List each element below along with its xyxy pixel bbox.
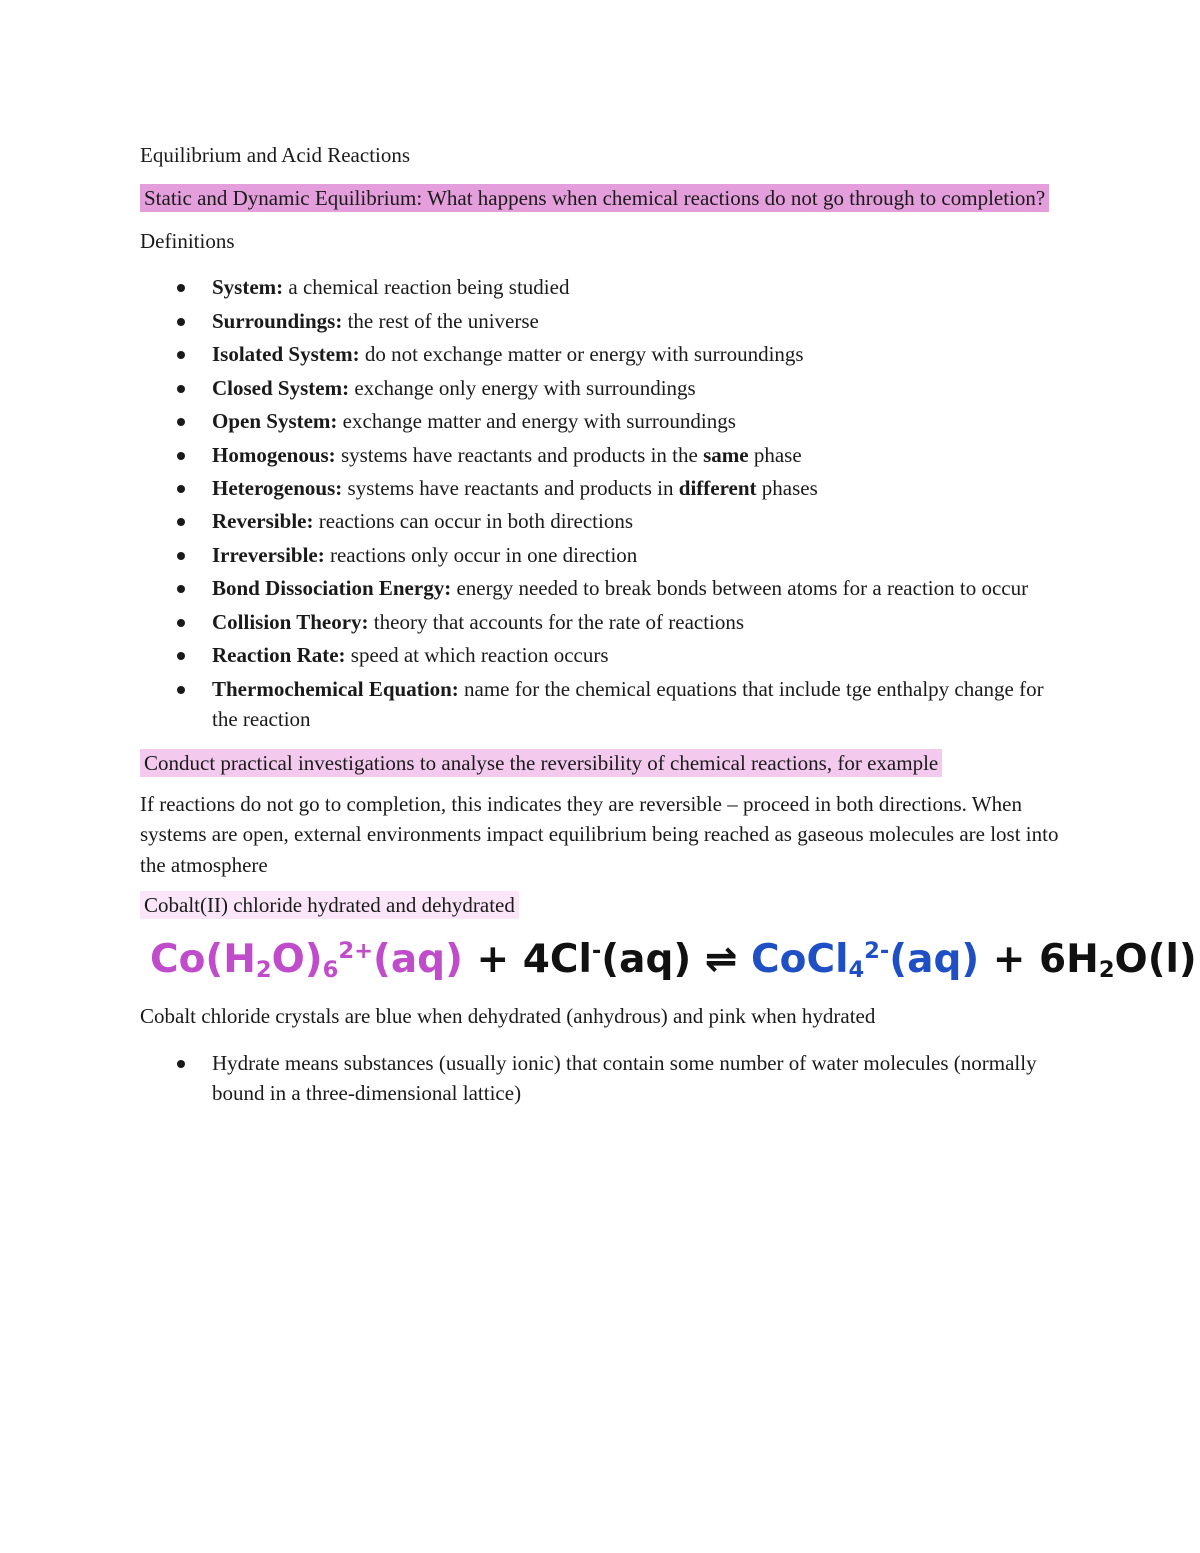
definition-text: phase bbox=[748, 442, 802, 467]
definition-text: reactions only occur in one direction bbox=[324, 542, 638, 567]
section-heading-static-dynamic bbox=[140, 183, 1062, 213]
definition-term: System: bbox=[212, 275, 284, 300]
definition-text: do not exchange matter or energy with surroundings bbox=[359, 342, 804, 367]
equation-text: 4Cl bbox=[522, 936, 592, 982]
definition-text: the rest of the universe bbox=[342, 308, 539, 333]
definition-term: Collision Theory: bbox=[212, 609, 369, 634]
definition-term: Reversible: bbox=[212, 509, 314, 534]
definition-text: reactions can occur in both directions bbox=[313, 509, 634, 534]
definition-term: Heterogenous: bbox=[212, 475, 343, 500]
equation-reactant-hexaaquacobalt bbox=[150, 937, 463, 982]
equation-product-water bbox=[1039, 937, 1197, 982]
definition-item-closed-system bbox=[212, 373, 1062, 403]
definition-item-heterogenous bbox=[212, 473, 1062, 503]
definition-text: a chemical reaction being studied bbox=[283, 275, 570, 300]
equation-product-tetrachlorocobaltate bbox=[751, 937, 979, 982]
definition-term: Irreversible: bbox=[212, 542, 325, 567]
definitions-list bbox=[140, 272, 1062, 734]
definition-term: Surroundings: bbox=[212, 308, 343, 333]
definition-term: Reaction Rate: bbox=[212, 643, 346, 668]
definition-text: exchange only energy with surroundings bbox=[349, 375, 696, 400]
definition-item-system bbox=[212, 272, 1062, 302]
document-page bbox=[140, 140, 1197, 1123]
equation-superscript: 2+ bbox=[338, 937, 374, 964]
definition-text: systems have reactants and products in bbox=[342, 475, 679, 500]
definition-term: Isolated System: bbox=[212, 342, 360, 367]
equation-subscript: 4 bbox=[848, 956, 865, 983]
equation-text: Co(H bbox=[150, 936, 256, 982]
equation-plus-sign: + bbox=[462, 936, 523, 982]
section-heading-static-dynamic-text: Static and Dynamic Equilibrium: What happens when chemical reactions do not go through to completion? bbox=[140, 184, 1049, 212]
hydrate-list bbox=[140, 1048, 1062, 1109]
definition-text: systems have reactants and products in the bbox=[335, 442, 704, 467]
equation-text: O(l) bbox=[1114, 936, 1197, 982]
equation-subscript: 2 bbox=[1098, 956, 1115, 983]
definition-emphasis: different bbox=[678, 475, 757, 500]
definition-text: phases bbox=[756, 475, 818, 500]
section-heading-cobalt-text: Cobalt(II) chloride hydrated and dehydrated bbox=[140, 891, 519, 919]
section-heading-practical bbox=[140, 748, 1062, 778]
equation-state: (aq) bbox=[601, 936, 692, 982]
equation-superscript: 2- bbox=[864, 937, 890, 964]
practical-paragraph: If reactions do not go to completion, this indicates they are reversible – proceed in both directions. When systems are open, external environments impact equilibrium being reached as gaseous molecules are lost into the atmosphere bbox=[140, 791, 1059, 877]
document-title: Equilibrium and Acid Reactions bbox=[140, 143, 411, 167]
equation-state: (aq) bbox=[889, 936, 980, 982]
equation-state: (aq) bbox=[373, 936, 463, 982]
definition-text: speed at which reaction occurs bbox=[345, 643, 609, 668]
definition-item-open-system bbox=[212, 406, 1062, 436]
definition-text: theory that accounts for the rate of reactions bbox=[368, 609, 745, 634]
equation-subscript: 6 bbox=[322, 956, 339, 983]
definition-item-collision-theory bbox=[212, 607, 1062, 637]
definition-item-reversible bbox=[212, 506, 1062, 536]
definition-item-surroundings bbox=[212, 306, 1062, 336]
definition-item-reaction-rate bbox=[212, 640, 1062, 670]
definition-item-homogenous bbox=[212, 440, 1062, 470]
section-heading-practical-text: Conduct practical investigations to analyse the reversibility of chemical reactions, for example bbox=[140, 749, 942, 777]
equation-text: 6H bbox=[1039, 936, 1099, 982]
cobalt-paragraph: Cobalt chloride crystals are blue when dehydrated (anhydrous) and pink when hydrated bbox=[140, 1004, 876, 1029]
definition-item-thermochemical-equation bbox=[212, 674, 1062, 735]
definition-item-bond-dissociation-energy bbox=[212, 573, 1062, 603]
hydrate-list-item: Hydrate means substances (usually ionic) that contain some number of water molecules (normally bound in a three-dimensional lattice) bbox=[212, 1048, 1062, 1109]
cobalt-chloride-equation bbox=[150, 935, 1197, 986]
equation-plus-sign: + bbox=[979, 936, 1040, 982]
definition-text: energy needed to break bonds between atoms for a reaction to occur bbox=[451, 576, 1029, 601]
equation-subscript: 2 bbox=[255, 956, 272, 983]
definition-term: Closed System: bbox=[212, 375, 350, 400]
definition-emphasis: same bbox=[703, 442, 749, 467]
definitions-heading: Definitions bbox=[140, 228, 235, 253]
definition-text: name for the chemical equations that include tge enthalpy change for the reaction bbox=[212, 676, 1044, 731]
equation-superscript: - bbox=[591, 937, 602, 964]
equation-text: O) bbox=[271, 936, 323, 982]
definition-term: Bond Dissociation Energy: bbox=[212, 576, 452, 601]
definition-term: Open System: bbox=[212, 409, 338, 434]
equation-reactant-chloride bbox=[523, 937, 691, 982]
definition-item-irreversible bbox=[212, 540, 1062, 570]
definition-item-isolated-system bbox=[212, 339, 1062, 369]
equilibrium-arrow: ⇌ bbox=[691, 936, 752, 982]
section-heading-cobalt bbox=[140, 890, 1062, 920]
definition-term: Thermochemical Equation: bbox=[212, 676, 459, 701]
definition-text: exchange matter and energy with surroundings bbox=[337, 409, 736, 434]
equation-text: CoCl bbox=[751, 936, 849, 982]
definition-term: Homogenous: bbox=[212, 442, 336, 467]
